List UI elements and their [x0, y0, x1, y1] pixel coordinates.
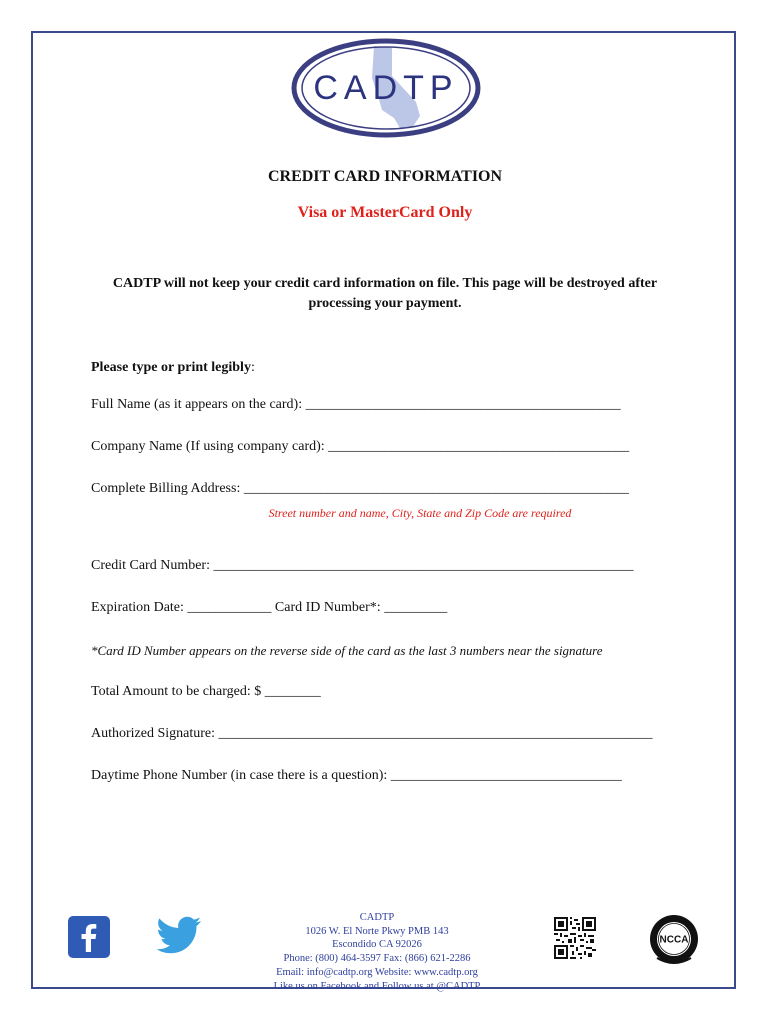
signature-label: Authorized Signature:: [91, 726, 219, 741]
card-id-note: *Card ID Number appears on the reverse side of the card as the last 3 numbers near the signature: [91, 643, 603, 658]
card-id-line[interactable]: _________: [384, 600, 448, 615]
expiration-label: Expiration Date:: [91, 600, 188, 615]
privacy-notice-line1: CADTP will not keep your credit card information on file. This page will be destroyed after: [112, 276, 658, 291]
phone-label: Daytime Phone Number (in case there is a question):: [91, 768, 391, 783]
privacy-notice-line2: processing your payment.: [308, 296, 462, 311]
company-name-field[interactable]: [91, 439, 629, 455]
expiration-cardid-row: [91, 600, 447, 616]
qr-code-icon: [554, 917, 596, 959]
card-number-field[interactable]: [91, 558, 633, 574]
instructions-colon: :: [250, 360, 255, 375]
footer-social: Like us on Facebook and Follow us at @CADTP: [273, 980, 481, 992]
phone-line[interactable]: _________________________________: [390, 768, 622, 783]
total-amount-line[interactable]: ________: [264, 684, 321, 699]
company-name-line[interactable]: ___________________________________________: [328, 439, 630, 454]
total-amount-field[interactable]: [91, 684, 321, 700]
footer-phone: Phone: (800) 464-3597 Fax: (866) 621-2286: [283, 953, 471, 965]
footer-contact: [246, 911, 508, 993]
card-id-label: Card ID Number*:: [271, 600, 385, 615]
billing-address-hint: Street number and name, City, State and Zip Code are required: [268, 506, 572, 520]
twitter-icon[interactable]: [156, 916, 202, 956]
signature-field[interactable]: [91, 726, 653, 742]
footer-address1: 1026 W. El Norte Pkwy PMB 143: [305, 925, 449, 937]
billing-address-line[interactable]: _______________________________________________________: [243, 481, 629, 496]
ncca-badge-text: NCCA: [659, 934, 689, 946]
company-name-label: Company Name (If using company card):: [91, 439, 329, 454]
billing-address-field[interactable]: [91, 481, 629, 497]
facebook-icon[interactable]: [68, 916, 110, 958]
phone-field[interactable]: [91, 768, 622, 784]
instructions-text: Please type or print legibly: [91, 360, 251, 375]
full-name-line[interactable]: _____________________________________________: [305, 397, 621, 412]
ncca-accreditation-seal-icon: [649, 914, 699, 966]
instructions: [91, 360, 255, 376]
form-title: CREDIT CARD INFORMATION: [267, 168, 503, 185]
footer-org: CADTP: [359, 912, 395, 923]
logo-text: CADTP: [313, 69, 459, 107]
footer-address2: Escondido CA 92026: [332, 939, 422, 951]
form-subtitle: Visa or MasterCard Only: [297, 204, 473, 221]
total-amount-label: Total Amount to be charged: $: [91, 684, 265, 699]
cadtp-logo: [288, 36, 484, 140]
privacy-notice: [0, 274, 770, 314]
card-number-label: Credit Card Number:: [91, 558, 214, 573]
signature-line[interactable]: ______________________________________________________________: [218, 726, 653, 741]
expiration-line[interactable]: ____________: [187, 600, 272, 615]
billing-address-label: Complete Billing Address:: [91, 481, 244, 496]
full-name-label: Full Name (as it appears on the card):: [91, 397, 306, 412]
footer-email-web[interactable]: Email: info@cadtp.org Website: www.cadtp.org: [276, 966, 478, 978]
full-name-field[interactable]: [91, 397, 621, 413]
card-number-line[interactable]: ____________________________________________________________: [213, 558, 634, 573]
